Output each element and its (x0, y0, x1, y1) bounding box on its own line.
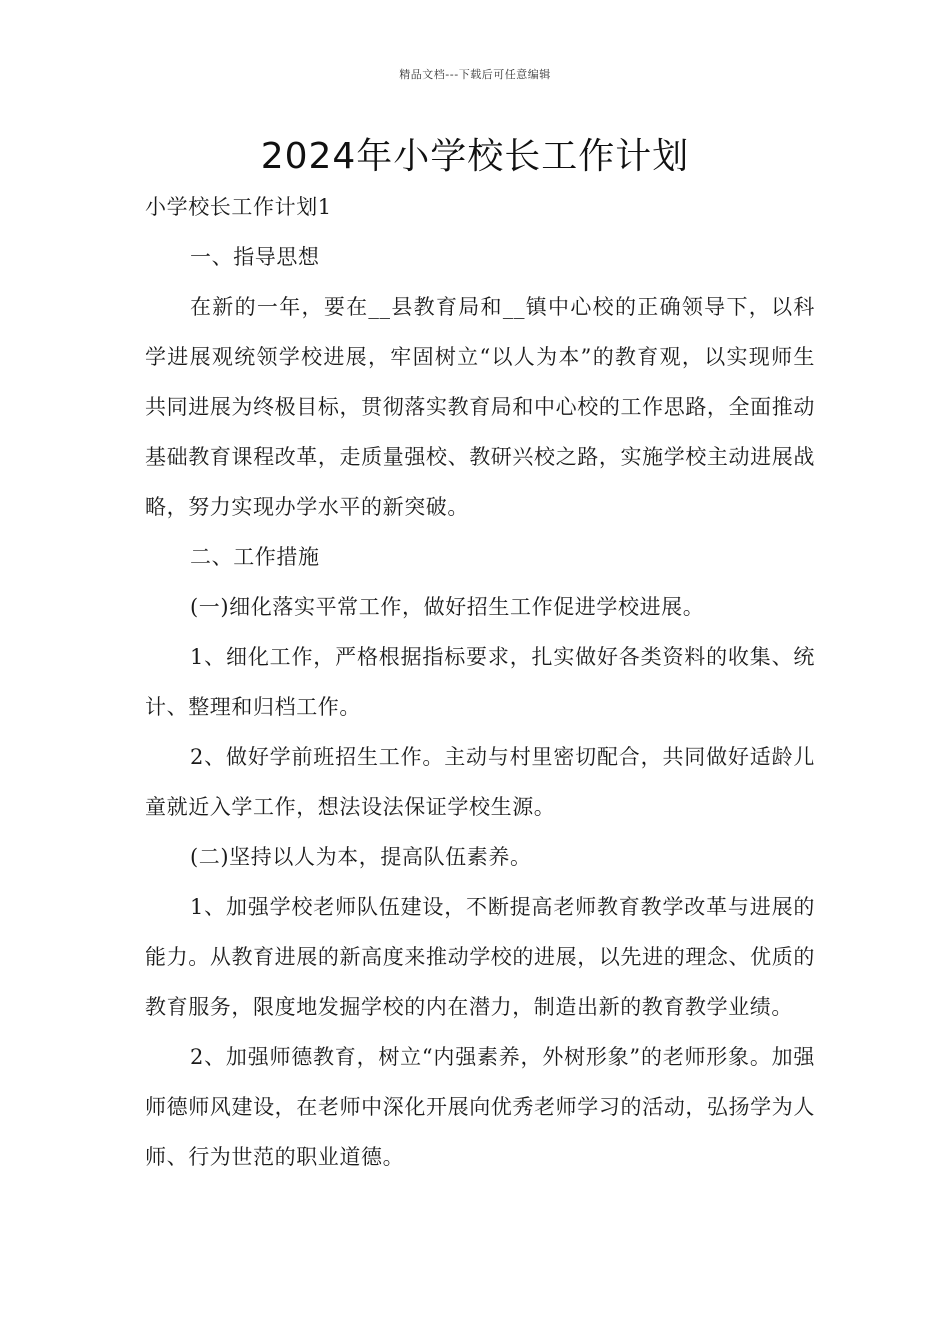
subsection-heading: (二)坚持以人为本，提高队伍素养。 (190, 845, 532, 869)
document-subtitle: 小学校长工作计划1 (145, 195, 332, 219)
section-heading: 二、工作措施 (190, 545, 320, 569)
body-paragraph: 1、细化工作，严格根据指标要求，扎实做好各类资料的收集、统计、整理和归档工作。 (145, 645, 815, 719)
body-paragraph: 2、加强师德教育，树立“内强素养，外树形象”的老师形象。加强师德师风建设，在老师中深化开展向优秀老师学习的活动，弘扬学为人师、行为世范的职业道德。 (145, 1045, 815, 1169)
body-paragraph: 在新的一年，要在__县教育局和__镇中心校的正确领导下，以科学进展观统领学校进展，牢固树立“以人为本”的教育观，以实现师生共同进展为终极目标，贯彻落实教育局和中心校的工作思路，全面推动基础教育课程改革，走质量强校、教研兴校之路，实施学校主动进展战略，努力实现办学水平的新突破。 (145, 295, 815, 519)
document-title: 2024年小学校长工作计划 (260, 136, 690, 177)
header-note: 精品文档---下载后可任意编辑 (399, 68, 551, 81)
document-body (145, 182, 815, 1182)
body-paragraph: 1、加强学校老师队伍建设，不断提高老师教育教学改革与进展的能力。从教育进展的新高度来推动学校的进展，以先进的理念、优质的教育服务，限度地发掘学校的内在潜力，制造出新的教育教学业绩。 (145, 895, 815, 1019)
body-paragraph: 2、做好学前班招生工作。主动与村里密切配合，共同做好适龄儿童就近入学工作，想法设法保证学校生源。 (145, 745, 815, 819)
section-heading: 一、指导思想 (190, 245, 320, 269)
subsection-heading: (一)细化落实平常工作，做好招生工作促进学校进展。 (190, 595, 705, 619)
